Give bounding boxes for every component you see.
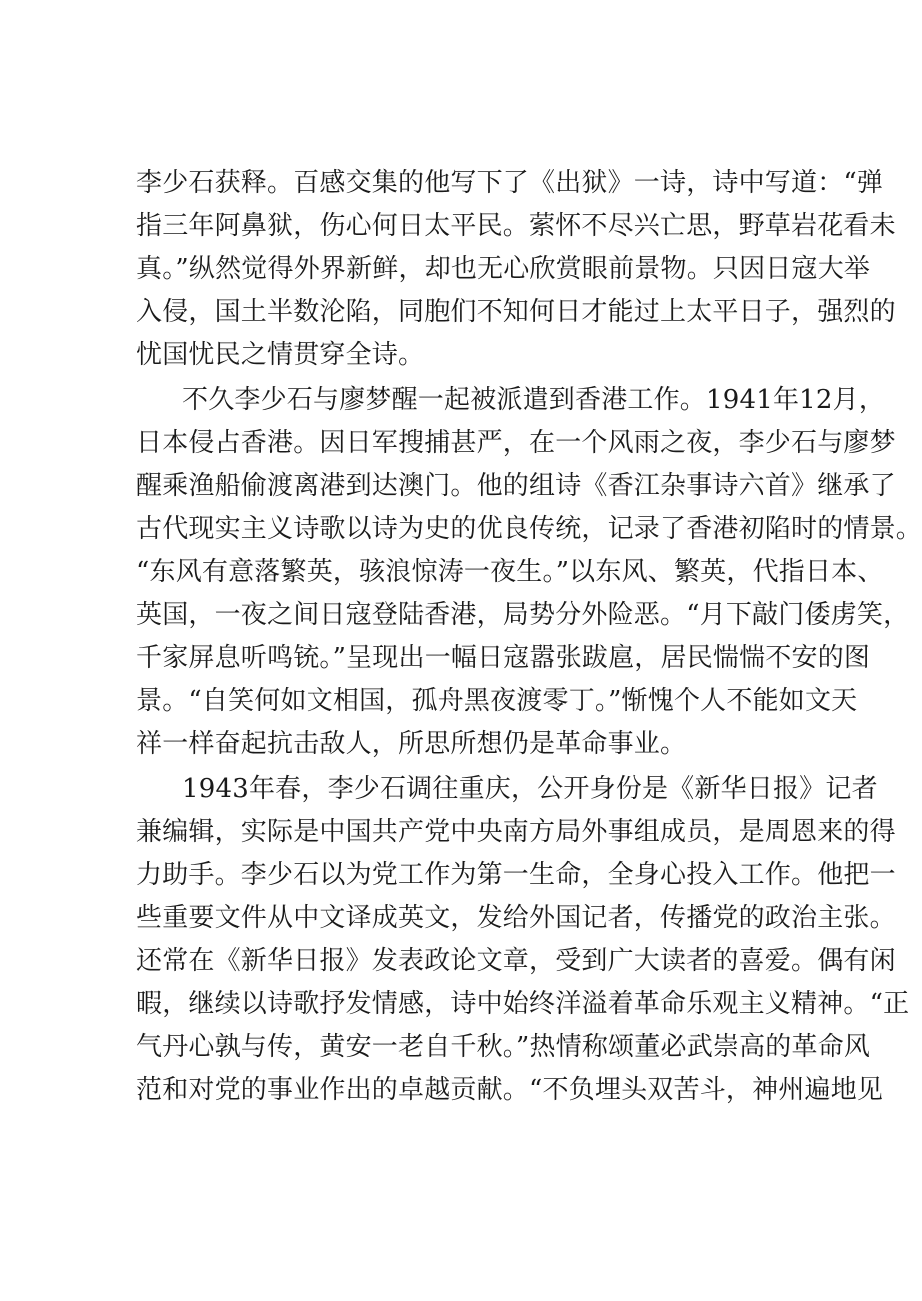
text-line: 范和对党的事业作出的卓越贡献。“不负埋头双苦斗，神州遍地见 [136,1075,884,1105]
paragraph-2 [136,379,922,766]
text-line: 兼编辑，实际是中国共产党中央南方局外事组成员，是周恩来的得 [136,817,896,847]
text-line: 古代现实主义诗歌以诗为史的优良传统，记录了香港初陷时的情景。 [136,514,922,544]
text-line: 些重要文件从中文译成英文，发给外国记者，传播党的政治主张。 [136,903,896,933]
text-line: 日本侵占香港。因日军搜捕甚严，在一个风雨之夜，李少石与廖梦 [136,428,896,458]
text-line: 力助手。李少石以为党工作为第一生命，全身心投入工作。他把一 [136,860,896,890]
text-line: 真。”纵然觉得外界新鲜，却也无心欣赏眼前景物。只因日寇大举 [136,254,871,284]
text-line: 景。“自笑何如文相国，孤舟黑夜渡零丁。”惭愧个人不能如文天 [136,686,858,716]
text-line: 入侵，国土半数沦陷，同胞们不知何日才能过上太平日子，强烈的 [136,297,896,327]
text-line: 醒乘渔船偷渡离港到达澳门。他的组诗《香江杂事诗六首》继承了 [136,471,896,501]
text-line: 李少石获释。百感交集的他写下了《出狱》一诗，诗中写道：“弹 [136,168,884,198]
text-line: 气丹心孰与传，黄安一老自千秋。”热情称颂董必武崇高的革命风 [136,1032,871,1062]
text-line: 祥一样奋起抗击敌人，所思所想仍是革命事业。 [136,729,687,759]
text-line: 不久李少石与廖梦醒一起被派遣到香港工作。1941年12月， [182,385,886,415]
text-line: 千家屏息听鸣铳。”呈现出一幅日寇嚣张跋扈，居民惴惴不安的图 [136,643,871,673]
text-line: “东风有意落繁英，骇浪惊涛一夜生。”以东风、繁英，代指日本、 [136,557,884,587]
text-line: 指三年阿鼻狱，伤心何日太平民。萦怀不尽兴亡思，野草岩花看未 [136,211,896,241]
text-line: 还常在《新华日报》发表政论文章，受到广大读者的喜爱。偶有闲 [136,946,896,976]
text-line: 1943年春，李少石调往重庆，公开身份是《新华日报》记者 [182,774,878,804]
document-body [136,162,922,1112]
text-line: 暇，继续以诗歌抒发情感，诗中始终洋溢着革命乐观主义精神。“正 [136,989,910,1019]
text-line: 忧国忧民之情贯穿全诗。 [136,340,425,370]
paragraph-1 [136,162,896,377]
paragraph-3 [136,768,910,1112]
text-line: 英国，一夜之间日寇登陆香港，局势分外险恶。“月下敲门倭虏笑， [136,600,910,630]
